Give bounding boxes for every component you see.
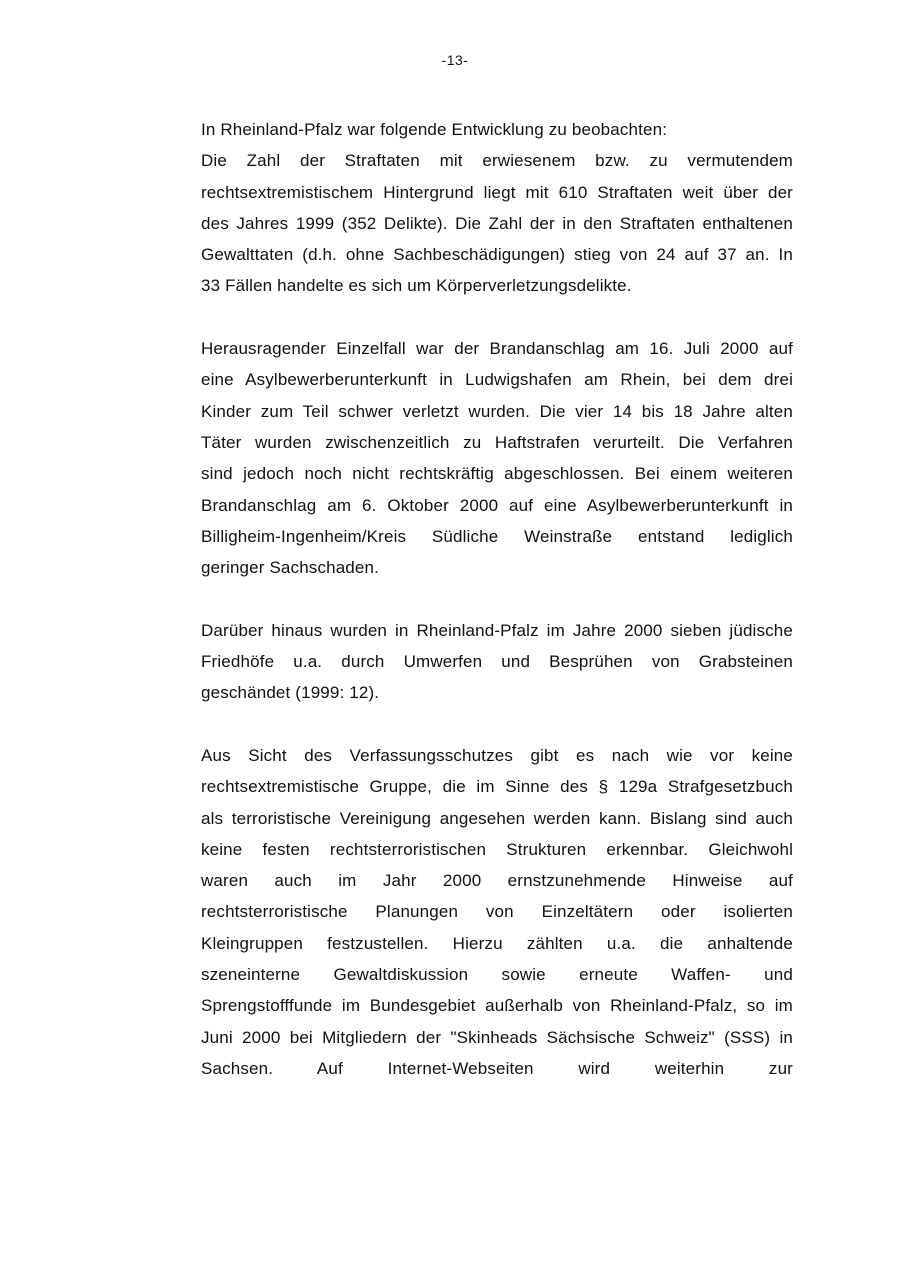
paragraph-spacer <box>201 302 793 333</box>
text-line: szeneinterne Gewaltdiskussion sowie erneute Waffen- und <box>201 965 793 985</box>
text-line: Friedhöfe u.a. durch Umwerfen und Besprühen von Grabsteinen <box>201 652 793 672</box>
text-line: als terroristische Vereinigung angesehen werden kann. Bislang sind auch <box>201 808 793 828</box>
text-line: Juni 2000 bei Mitgliedern der "Skinheads Sächsische Schweiz" (SSS) in <box>201 1027 793 1047</box>
text-line: Kleingruppen festzustellen. Hierzu zählten u.a. die anhaltende <box>201 933 793 953</box>
document-body <box>201 114 793 1084</box>
paragraph-spacer <box>201 709 793 740</box>
text-line: geschändet (1999: 12). <box>201 683 380 703</box>
text-line: rechtsterroristische Planungen von Einzeltätern oder isolierten <box>201 902 793 922</box>
text-line: Sprengstofffunde im Bundesgebiet außerhalb von Rheinland-Pfalz, so im <box>201 996 793 1016</box>
text-line: Kinder zum Teil schwer verletzt wurden. Die vier 14 bis 18 Jahre alten <box>201 401 793 421</box>
text-line: Sachsen. Auf Internet-Webseiten wird weiterhin zur <box>201 1058 793 1078</box>
text-line: geringer Sachschaden. <box>201 558 379 578</box>
paragraph <box>201 615 793 709</box>
paragraph <box>201 333 793 583</box>
text-line: des Jahres 1999 (352 Delikte). Die Zahl der in den Straftaten enthaltenen <box>201 213 793 233</box>
text-line: Billigheim-Ingenheim/Kreis Südliche Weinstraße entstand lediglich <box>201 526 793 546</box>
text-line: waren auch im Jahr 2000 ernstzunehmende Hinweise auf <box>201 871 793 891</box>
text-line: Aus Sicht des Verfassungsschutzes gibt es nach wie vor keine <box>201 745 793 765</box>
text-line: rechtsextremistische Gruppe, die im Sinne des § 129a Strafgesetzbuch <box>201 777 793 797</box>
text-line: Herausragender Einzelfall war der Brandanschlag am 16. Juli 2000 auf <box>201 339 793 359</box>
text-line: 33 Fällen handelte es sich um Körperverletzungsdelikte. <box>201 276 632 296</box>
text-line: rechtsextremistischem Hintergrund liegt mit 610 Straftaten weit über der <box>201 182 793 202</box>
text-line: Täter wurden zwischenzeitlich zu Haftstrafen verurteilt. Die Verfahren <box>201 432 793 452</box>
text-line: Brandanschlag am 6. Oktober 2000 auf eine Asylbewerberunterkunft in <box>201 495 793 515</box>
text-line: sind jedoch noch nicht rechtskräftig abgeschlossen. Bei einem weiteren <box>201 464 793 484</box>
text-line: Gewalttaten (d.h. ohne Sachbeschädigungen) stieg von 24 auf 37 an. In <box>201 245 793 265</box>
paragraph-spacer <box>201 583 793 614</box>
text-line: In Rheinland-Pfalz war folgende Entwicklung zu beobachten: <box>201 120 668 139</box>
paragraph <box>201 740 793 1084</box>
text-line: keine festen rechtsterroristischen Strukturen erkennbar. Gleichwohl <box>201 839 793 859</box>
page-number: -13- <box>441 52 469 68</box>
paragraph <box>201 114 793 302</box>
text-line: Die Zahl der Straftaten mit erwiesenem bzw. zu vermutendem <box>201 151 793 171</box>
text-line: Darüber hinaus wurden in Rheinland-Pfalz im Jahre 2000 sieben jüdische <box>201 620 793 640</box>
text-line: eine Asylbewerberunterkunft in Ludwigshafen am Rhein, bei dem drei <box>201 370 793 390</box>
